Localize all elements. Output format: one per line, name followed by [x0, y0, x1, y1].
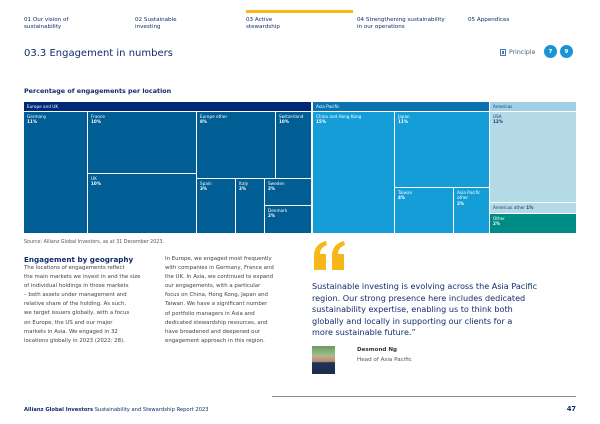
cell-label: Switzerland [279, 114, 304, 119]
footer-divider [272, 396, 576, 397]
nav-label-line2: sustainability [24, 24, 62, 30]
treemap-group-asia-pacific [313, 102, 489, 111]
cell-label: Europe other [200, 114, 228, 119]
cell-value: 10% [91, 119, 102, 125]
treemap-cell-taiwan [395, 188, 453, 233]
page-title: 03.3 Engagement in numbers [24, 48, 173, 59]
book-icon [500, 49, 506, 56]
body-text-line: have broadened and deepened our [165, 328, 261, 335]
cell-value: 11% [398, 119, 409, 125]
cell-label: Other [493, 216, 505, 221]
nav-item-active-stewardship[interactable] [246, 17, 346, 31]
quote-author-name: Desmond Ng [357, 347, 398, 353]
quote-mark-icon [312, 240, 348, 276]
footer-report-title: Sustainability and Stewardship Report 2023 [94, 407, 209, 413]
portrait-photo [312, 346, 335, 374]
cell-label: Americas other [493, 205, 525, 210]
cell-label: Italy [239, 181, 249, 186]
treemap-cell-europe-other [197, 112, 275, 178]
body-text-line: Taiwan. We have a significant number [165, 301, 268, 308]
cell-value: 10% [279, 119, 290, 125]
cell-label: Taiwan [398, 190, 413, 195]
body-text-line: of portfolio managers in Asia and [165, 310, 255, 317]
body-text-line: The locations of engagements reflect [24, 265, 125, 271]
nav-label-line1: 02 Sustainable [135, 17, 177, 23]
body-text-line: engagement approach in this region. [165, 337, 265, 344]
body-text-line: locations globally in 2023 (2022: 28). [24, 337, 125, 344]
quote-author-role: Head of Asia Pacific [357, 357, 412, 363]
body-text-line: markets in Asia. We engaged in 32 [24, 328, 118, 335]
cell-label: Germany [27, 114, 47, 119]
cell-value: 4% [398, 195, 406, 201]
body-text-line: dedicated stewardship resources, and [165, 319, 268, 326]
cell-label: France [91, 114, 105, 119]
nav-label-line2: stewardship [246, 24, 280, 30]
treemap-cell-uk [88, 174, 196, 233]
cell-label: Spain [200, 181, 212, 186]
nav-label-line1: 04 Strengthening sustainability [357, 17, 445, 23]
quote-text-line: more sustainable future.” [312, 327, 416, 338]
body-text-line: on Europe, the US and our major [24, 319, 113, 326]
group-label: Asia Pacific [316, 104, 340, 109]
cell-value: 11% [27, 119, 38, 125]
treemap-cell-italy [236, 179, 264, 233]
treemap-cell-asia-pacific-other [454, 188, 489, 233]
cell-value: 2% [268, 213, 276, 219]
cell-value: 10% [91, 181, 102, 187]
treemap-cell-americas-other [490, 203, 576, 213]
nav-item-appendices[interactable] [468, 17, 568, 24]
quote-text-line: sustainability expertise, enabling us to think both [312, 304, 513, 315]
group-label: Europe and UK [27, 104, 59, 109]
principle-badge-7[interactable]: 7 [544, 45, 557, 58]
body-text-line: – both assets under management and [24, 292, 127, 299]
footer-text [24, 407, 209, 413]
nav-label-line1: 01 Our vision of [24, 17, 69, 23]
cell-label: China and Hong Kong [316, 114, 362, 119]
treemap-group-europe-uk [24, 102, 311, 111]
pull-quote [312, 281, 594, 339]
body-text-line: we target issuers globally, with a focus [24, 310, 130, 317]
cell-label: USA [493, 114, 502, 119]
cell-value: 12% [493, 119, 504, 125]
body-text-line: relative share of the holding. As such, [24, 301, 127, 308]
cell-value: 2% [457, 200, 465, 206]
cell-label: Denmark [268, 208, 288, 213]
treemap-cell-spain [197, 179, 235, 233]
treemap-group-americas [490, 102, 576, 111]
cell-value: 3% [200, 186, 208, 192]
page-number: 47 [566, 405, 576, 413]
cell-value: 15% [316, 119, 327, 125]
active-section-indicator [246, 10, 353, 13]
nav-label-line1: 03 Active [246, 17, 273, 23]
treemap-cell-germany [24, 112, 87, 233]
treemap-cell-sweden [265, 179, 311, 205]
treemap-cell-other [490, 214, 576, 233]
body-text-line: the UK. In Asia, we continued to expand [165, 274, 274, 281]
nav-item-sustainable-investing[interactable] [135, 17, 235, 31]
quote-text-line: Sustainable investing is evolving across the Asia Pacific [312, 281, 538, 291]
body-text-line: the main markets we invest in and the size [24, 274, 141, 281]
body-text-line: focus on China, Hong Kong, Japan and [165, 292, 268, 299]
nav-item-operations[interactable] [357, 17, 457, 31]
cell-value: 8% [200, 119, 208, 125]
body-text-line: our engagements, with a particular [165, 283, 261, 290]
treemap-cell-denmark [265, 206, 311, 233]
quote-text-line: region. Our strong presence here includes dedicated [312, 292, 526, 303]
section-heading: Engagement by geography [24, 255, 134, 264]
chart-title: Percentage of engagements per location [24, 87, 172, 95]
cell-value: 2% [239, 186, 247, 192]
cell-value: 1% [526, 205, 534, 210]
cell-label: Japan [398, 114, 410, 119]
cell-label: Asia Pacific other [457, 190, 481, 201]
principle-text: Principle [509, 49, 536, 56]
treemap-cell-france [88, 112, 196, 173]
principle-label [500, 49, 535, 56]
nav-label-line2: in our operations [357, 24, 405, 30]
cell-label: Sweden [268, 181, 285, 186]
treemap-cell-switzerland [276, 112, 311, 178]
cell-value: 2% [268, 186, 276, 192]
treemap-cell-china-hong-kong [313, 112, 394, 233]
treemap-cell-usa [490, 112, 576, 202]
nav-label-line1: 05 Appendices [468, 17, 510, 23]
group-label: Americas [493, 104, 513, 109]
cell-value: 2% [493, 221, 501, 227]
principle-badge-9[interactable]: 9 [560, 45, 573, 58]
treemap-cell-japan [395, 112, 489, 187]
body-text-line: with companies in Germany, France and [165, 265, 274, 272]
nav-label-line2: investing [135, 24, 161, 30]
nav-item-vision[interactable] [24, 17, 124, 31]
body-text-line: In Europe, we engaged most frequently [165, 256, 272, 262]
quote-text-line: globally and locally in supporting our clients for a [312, 315, 513, 326]
footer-brand: Allianz Global Investors [24, 407, 94, 413]
cell-label: UK [91, 176, 97, 181]
body-column-1 [24, 264, 140, 346]
body-text-line: of individual holdings in those markets [24, 283, 129, 290]
chart-source: Source: Allianz Global Investors, as at 31 December 2023. [24, 240, 164, 245]
body-column-2 [165, 255, 274, 346]
